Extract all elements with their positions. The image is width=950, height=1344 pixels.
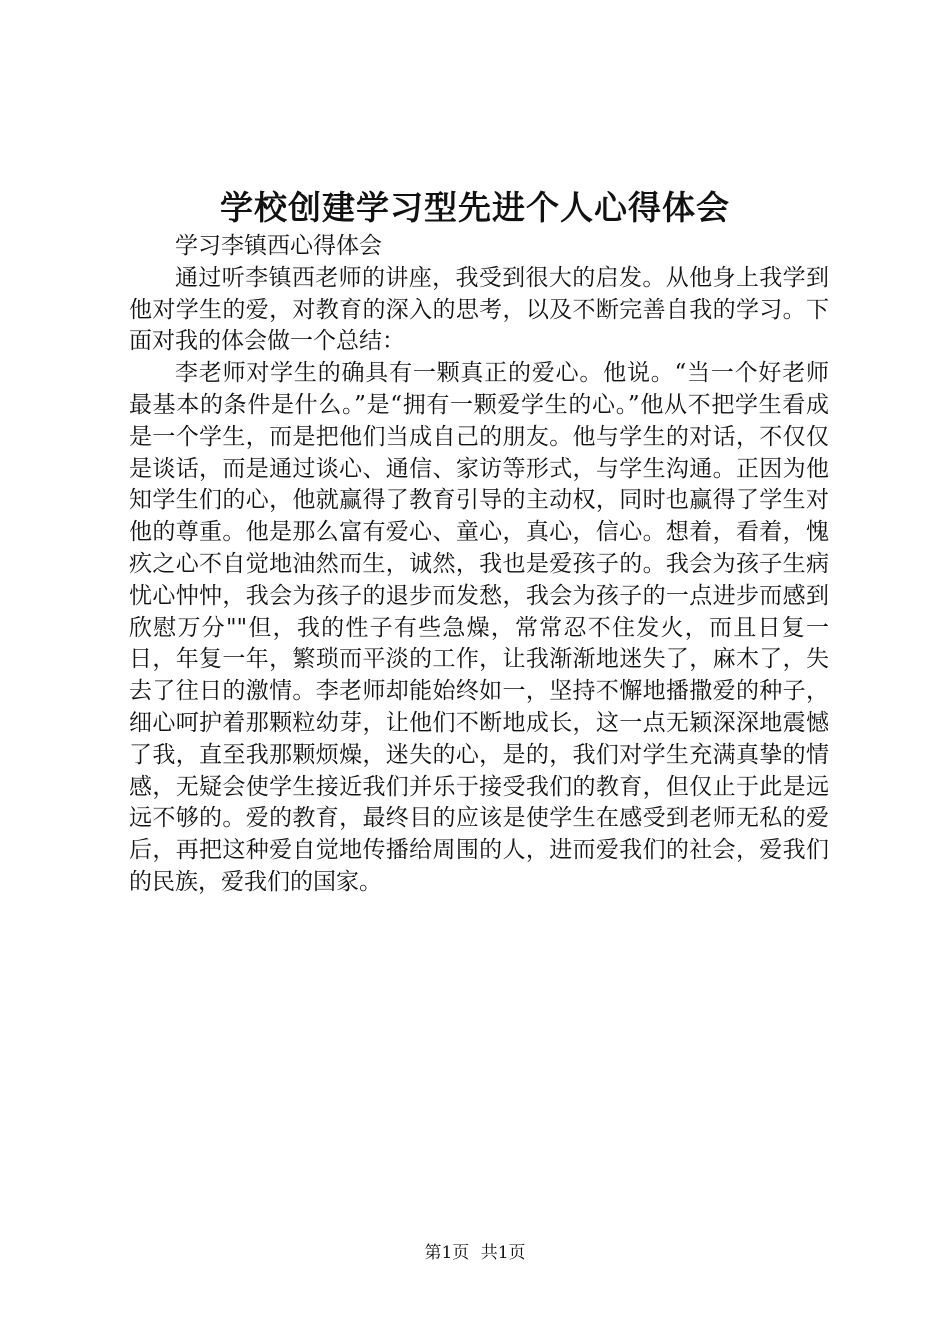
document-title: 学校创建学习型先进个人心得体会 [220, 188, 730, 227]
paragraph-intro: 通过听李镇西老师的讲座，我受到很大的启发。从他身上我学到他对学生的爱，对教育的深入的思考，以及不断完善自我的学习。下面对我的体会做一个总结： [129, 264, 829, 355]
page-footer [0, 1241, 950, 1265]
page-number-current: 第1页 [424, 1243, 470, 1263]
page-number-total: 共1页 [480, 1243, 526, 1263]
document-body [129, 231, 829, 899]
paragraph-subtitle: 学习李镇西心得体会 [175, 233, 382, 259]
paragraph-main: 李老师对学生的确具有一颗真正的爱心。他说。“当一个好老师最基本的条件是什么。”是“拥有一颗爱学生的心。”他从不把学生看成是一个学生，而是把他们当成自己的朋友。他与学生的对话，不仅仅是谈话，而是通过谈心、通信、家访等形式，与学生沟通。正因为他知学生们的心，他就赢得了教育引导的主动权，同时也赢得了学生对他的尊重。他是那么富有爱心、童心，真心，信心。想着，看着，愧疚之心不自觉地油然而生，诚然，我也是爱孩子的。我会为孩子生病忧心忡忡，我会为孩子的退步而发愁，我会为孩子的一点进步而感到欣慰万分""但，我的性子有些急燥，常常忍不住发火，而且日复一日，年复一年，繁琐而平淡的工作，让我渐渐地迷失了，麻木了，失去了往日的激情。李老师却能始终如一，坚持不懈地播撒爱的种子，细心呵护着那颗粒幼芽，让他们不断地成长，这一点无颖深深地震憾了我，直至我那颗烦燥，迷失的心，是的，我们对学生充满真挚的情感，无疑会使学生接近我们并乐于接受我们的教育，但仅止于此是远远不够的。爱的教育，最终目的应该是使学生在感受到老师无私的爱后，再把这种爱自觉地传播给周围的人，进而爱我们的社会，爱我们的民族，爱我们的国家。 [129, 360, 829, 895]
